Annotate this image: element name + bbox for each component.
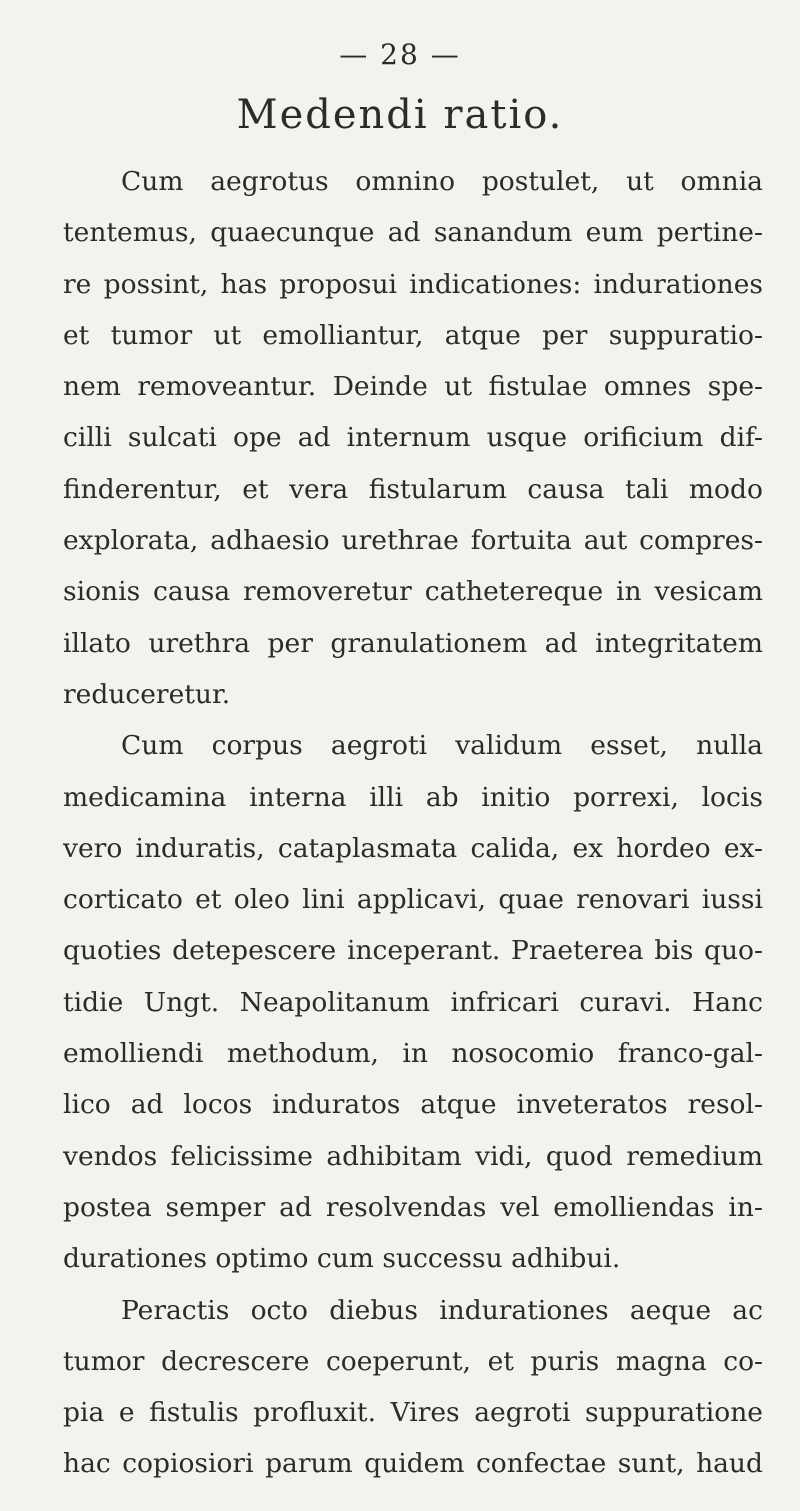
word: porrexi, [573,781,679,813]
word: causa [153,576,231,608]
word: spe- [707,371,763,403]
word: emolliendas [553,1191,715,1223]
word: quae [498,884,564,916]
text-line [63,874,763,925]
word: quoties [63,935,162,967]
word: aegrotus [210,166,329,197]
word: compres- [639,525,763,557]
word: induratos [272,1089,401,1121]
word: sunt, [617,1448,685,1480]
text-line [63,977,763,1028]
word: emolliendi [63,1038,204,1070]
word: et [195,884,222,916]
word: cataplasmata [277,832,458,864]
word: omnia [680,166,763,197]
word: Praeterea [511,935,644,967]
word: vera [289,473,349,505]
word: et [487,1345,514,1377]
word: vesicam [654,576,763,608]
word: vel [500,1191,540,1223]
text-line [63,259,763,310]
word: magna [615,1345,707,1377]
word: fistulis [149,1397,239,1429]
word: orificium [583,422,704,454]
text-line [63,925,763,976]
text-line [63,1028,763,1079]
word: ac [732,1294,763,1326]
word: sionis [63,576,141,608]
word: locis [701,781,763,813]
word: infricari [450,986,559,1018]
word: tidie [63,986,124,1018]
word: ad [544,627,578,659]
word: induratis, [135,832,265,864]
word: aegroti [474,1397,571,1429]
text-line [63,515,763,566]
word: profluxit. [253,1397,376,1429]
word: indurationes [439,1294,609,1326]
word: Peractis [121,1294,230,1326]
word: initio [481,781,551,813]
word: possint, [103,268,209,300]
word: modo [688,473,763,505]
word: ex [572,832,604,864]
page-number-header: — 28 — [339,38,461,71]
text-line [63,310,763,361]
word: ad [297,422,331,454]
paragraph [63,1285,763,1490]
word: hordeo [616,832,711,864]
word: urethrae [341,525,459,557]
word: Deinde [332,371,428,403]
word: integritatem [595,627,763,659]
word: corpus [211,730,303,762]
word: et [63,319,90,351]
word: tentemus, [63,217,197,249]
text-line [63,566,763,617]
word: adhaesio [210,525,330,557]
text-line: reduceretur. [63,678,231,710]
word: atque [444,319,521,351]
word: remedium [626,1140,763,1172]
word: re [63,268,92,300]
paragraph [63,156,763,720]
word: quidem [364,1448,465,1480]
word: ad [130,1089,164,1121]
text-line [63,1438,763,1489]
word: in [402,1038,428,1070]
word: pertine- [656,217,763,249]
text-line [63,618,763,669]
word: per [267,627,313,659]
word: renovari [576,884,690,916]
word: sulcati [127,422,217,454]
word: indurationes [593,268,763,300]
word: ut [444,371,472,403]
text-line [63,412,763,463]
word: ut [626,166,654,197]
word: validum [455,730,563,762]
word: puris [530,1345,600,1377]
word: et [242,473,269,505]
word: fortuita [470,525,572,557]
word: haud [696,1448,763,1480]
word: eum [585,217,644,249]
word: dif- [719,422,763,454]
word: fistulae [488,371,588,403]
word: hac [63,1448,111,1480]
word: bis [654,935,694,967]
word: sanandum [433,217,573,249]
word: pia [63,1397,105,1429]
word: suppuratio- [608,319,763,351]
word: causa [527,473,605,505]
text-line [63,464,763,515]
word: Vires [390,1397,460,1429]
word: Cum [121,730,184,762]
paragraph [63,720,763,1284]
text-line [63,361,763,412]
word: resolvendas [325,1191,487,1223]
word: oleo [233,884,290,916]
word: octo [250,1294,308,1326]
text-line [63,1336,763,1387]
word: confectae [475,1448,607,1480]
word: granulationem [330,627,528,659]
word: vendos [63,1140,158,1172]
word: aut [583,525,628,557]
text-line [63,1182,763,1233]
word: cathetereque [424,576,604,608]
word: explorata, [63,525,199,557]
word: urethra [148,627,250,659]
word: emolliantur, [262,319,424,351]
text-line [63,156,763,207]
text-line [63,772,763,823]
word: calida, [470,832,560,864]
word: ab [425,781,459,813]
word: per [542,319,588,351]
word: corticato [63,884,183,916]
word: in [616,576,642,608]
word: adhibitam [326,1140,462,1172]
word: decrescere [161,1345,310,1377]
text-line [63,1285,763,1336]
word: vidi, [475,1140,533,1172]
word: proposui [279,268,398,300]
word: illato [63,627,131,659]
word: usque [486,422,568,454]
word: Neapolitanum [239,986,430,1018]
word: aegroti [330,730,428,762]
text-line [63,720,763,771]
section-title: Medendi ratio. [236,92,564,138]
word: resol- [687,1089,763,1121]
word: ad [279,1191,312,1223]
word: interna [249,781,347,813]
word: detepescere [172,935,337,967]
word: in- [728,1191,763,1223]
word: suppuratione [585,1397,763,1429]
word: esset, [590,730,668,762]
word: locos [183,1089,253,1121]
word: applicavi, [356,884,487,916]
word: nulla [696,730,763,762]
word: illi [369,781,404,813]
word: medicamina [63,781,227,813]
word: internum [346,422,471,454]
body-text [63,156,763,1490]
word: atque [420,1089,497,1121]
word: co- [723,1345,763,1377]
word: removeretur [243,576,412,608]
word: removeantur. [137,371,317,403]
word: curavi. [579,986,672,1018]
word: aeque [629,1294,712,1326]
word: inveteratos [516,1089,668,1121]
word: omnes [603,371,692,403]
word: Hanc [692,986,763,1018]
word: quo- [704,935,763,967]
word: franco-gal- [617,1038,763,1070]
word: ad [387,217,421,249]
word: methodum, [226,1038,379,1070]
word: parum [265,1448,353,1480]
word: iussi [701,884,763,916]
word: quaecunque [210,217,375,249]
word: vero [63,832,123,864]
text-line: durationes optimo cum successu adhibui. [63,1243,621,1275]
word: nosocomio [451,1038,595,1070]
word: semper [165,1191,266,1223]
word: ope [232,422,282,454]
word: diebus [329,1294,418,1326]
text-line [63,207,763,258]
word: inceperant. [346,935,501,967]
text-line [63,1079,763,1130]
word: finderentur, [63,473,222,505]
word: quod [545,1140,613,1172]
word: tali [625,473,669,505]
word: omnino [355,166,456,197]
word: coeperunt, [325,1345,471,1377]
word: Ungt. [143,986,220,1018]
word: lico [63,1089,111,1121]
word: Cum [121,166,184,197]
word: copiosiori [122,1448,254,1480]
word: ex- [723,832,763,864]
word: cilli [63,422,112,454]
word: nem [63,371,121,403]
word: fistularum [368,473,507,505]
word: indicationes: [409,268,582,300]
text-line [63,823,763,874]
word: tumor [63,1345,145,1377]
text-line [63,1387,763,1438]
word: e [118,1397,135,1429]
word: postulet, [481,166,600,197]
text-line [63,1131,763,1182]
word: postea [63,1191,152,1223]
word: felicissime [170,1140,313,1172]
word: has [220,268,268,300]
word: lini [302,884,345,916]
word: ut [213,319,242,351]
word: tumor [110,319,193,351]
